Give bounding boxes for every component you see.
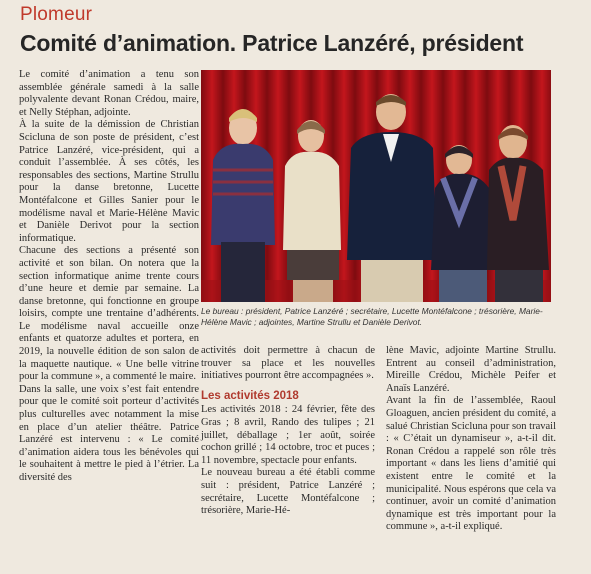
paragraph: Les activités 2018 : 24 février, fête des Gras ; 8 avril, Rando des tulipes ; 21 juillet, déballage ; 1er août, soirée cochon grillé ; 14 octobre, troc et puces ; 11 novembre, spectacle pour enfants. — [201, 404, 375, 466]
paragraph: Le comité d’animation a tenu son assemblée générale samedi à la salle polyvalente devant Ronan Crédou, maire, et Nelly Stéphan, adjointe. — [19, 69, 199, 118]
article-headline: Comité d’animation. Patrice Lanzéré, président — [20, 30, 524, 56]
paragraph: Le nouveau bureau a été établi comme suit : président, Patrice Lanzéré ; secrétaire, Lucette Montéfalcone ; trésorière, Marie-Hé- — [201, 467, 375, 517]
paragraph: Chacune des sections a présenté son activité et son bilan. On notera que la section informatique anime trente cours d’une heure et demie par semaine. La danse bretonne, qui fonctionne en groupe loisirs, compte une trentaine d’adhérents. Le modélisme naval accueille onze enfants et quatorze adultes et portera, en 2019, la nouvelle édition de son salon de la maquette nautique. « Une belle vitrine pour la commune », a commenté le maire. — [19, 245, 199, 383]
article-column-3 — [386, 345, 556, 534]
paragraph: activités doit permettre à chacun de trouver sa place et les nouvelles initiatives pourront être accompagnées ». — [201, 345, 375, 382]
paragraph: À la suite de la démission de Christian Scicluna de son poste de président, c’est Patrice Lanzéré, vice-président, qui a conduit l’assemblée. À ses côtés, les responsables des sections, Martine Strullu pour la danse bretonne, Lucette Montéfalcone et Gilles Sanier pour le modélisme naval et Marie-Hélène Mavic et Danièle Derivot pour la section informatique. — [19, 119, 199, 244]
paragraph: Dans la salle, une voix s’est fait entendre pour que le comité soit porteur d’activités plus culturelles avec notamment la mise en place d’un atelier théâtre. Patrice Lanzéré est intervenu : « Le comité d’animation aidera tous les bénévoles qui le souhaitent à mettre le pied à l’étrier. La diversité des — [19, 383, 199, 483]
section-subheading: Les activités 2018 — [201, 389, 299, 402]
paragraph: Avant la fin de l’assemblée, Raoul Gloaguen, ancien président du comité, a salué Christian Scicluna pour son travail : « C’était un dynamiseur », a-t-il dit. Ronan Crédou a rappelé son rôle très important « dans les liens d’amitié qui existent entre le comité et la municipalité. Nous espérons que cela va continuer, avoir un comité d’animation dynamique est très important pour la commune », a-t-il expliqué. — [386, 395, 557, 533]
article-column-1 — [19, 69, 199, 485]
group-photo — [201, 70, 551, 302]
section-kicker: Plomeur — [20, 4, 93, 25]
paragraph: lène Mavic, adjointe Martine Strullu. Entrent au conseil d’administration, Mireille Crédou, Michèle Peifer et Anaïs Lanzéré. — [386, 345, 556, 394]
photo-caption: Le bureau : président, Patrice Lanzéré ; secrétaire, Lucette Montéfalcone ; trésorière, Marie-Hélène Mavic ; adjointes, Martine Strullu et Danièle Derivot. — [201, 306, 543, 327]
article-column-2 — [201, 345, 375, 518]
